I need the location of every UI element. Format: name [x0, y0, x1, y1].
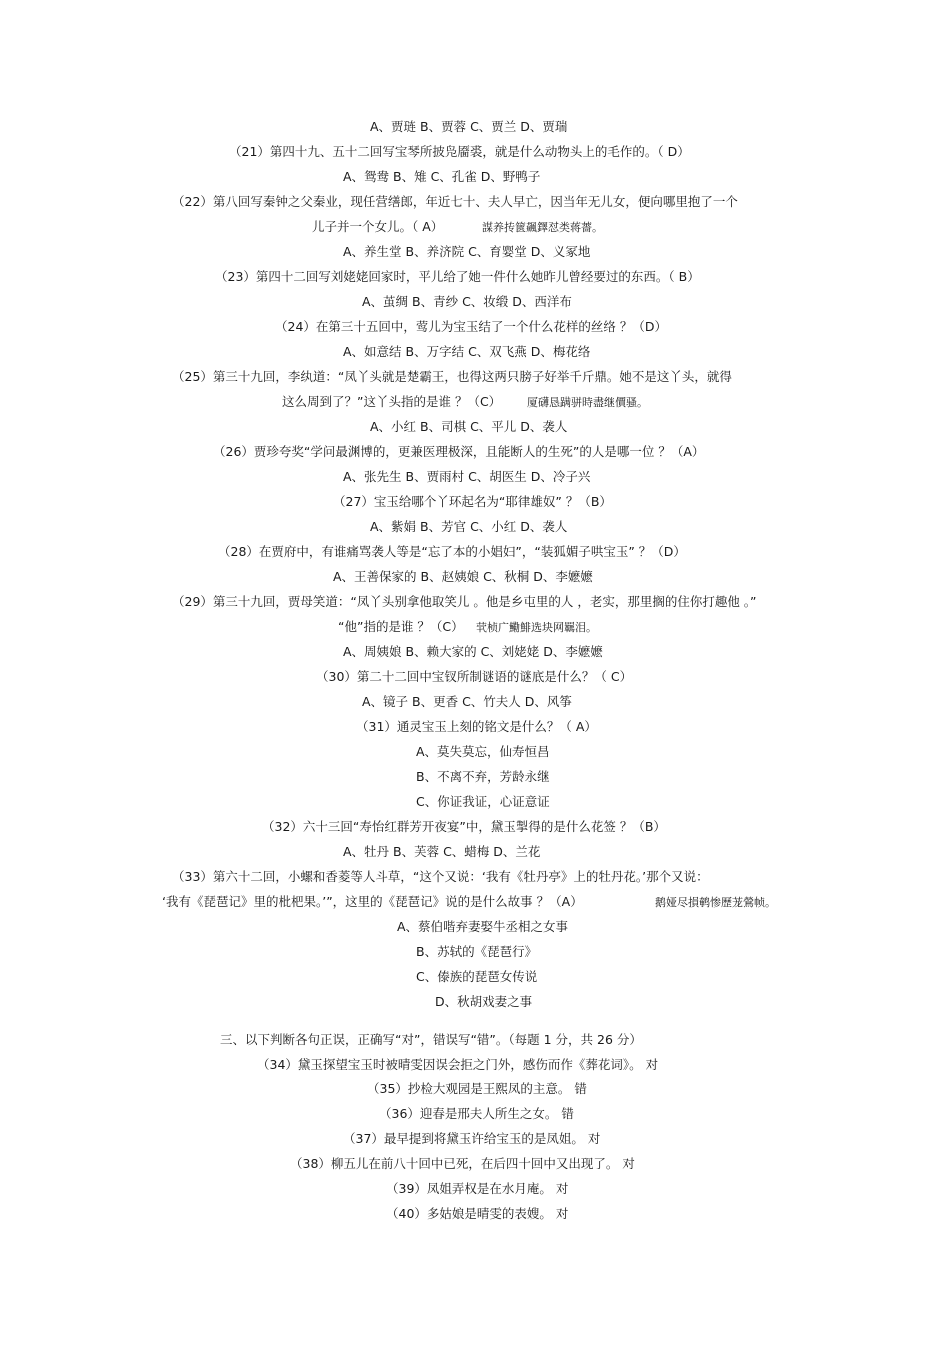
q37-statement: （37）最早提到将黛玉许给宝玉的是凤姐。 对: [343, 1131, 601, 1146]
q25-question: （25）第三十九回，李纨道：“凤丫头就是楚霸王，也得这两只膀子好举千斤鼎。她不是这丫头，就得: [172, 369, 732, 384]
q20-options: A、贾琏 B、贾蓉 C、贾兰 D、贾瑞: [370, 119, 568, 134]
q24-question: （24）在第三十五回中，莺儿为宝玉结了一个什么花样的丝络 ？（D）: [275, 319, 668, 334]
q21-options: A、鸳鸯 B、雉 C、孔雀 D、野鸭子: [343, 169, 541, 184]
q23-question: （23）第四十二回写刘姥姥回家时，平儿给了她一件什么她昨儿曾经要过的东西。（ B）: [215, 269, 700, 284]
q28-options: A、王善保家的 B、赵姨娘 C、秋桐 D、李嬷嬷: [333, 569, 593, 584]
q38-statement: （38）柳五儿在前八十回中已死，在后四十回中又出现了。 对: [290, 1156, 635, 1171]
q22-options: A、养生堂 B、养济院 C、育婴堂 D、义冢地: [343, 244, 591, 259]
q22-question: （22）第八回写秦钟之父秦业，现任营缮郎，年近七十、夫人早亡，因当年无儿女，便向哪里抱了一个: [172, 194, 738, 209]
q28-question: （28）在贾府中，有谁痛骂袭人等是“忘了本的小娼妇”，“装狐媚子哄宝玉” ？（D）: [218, 544, 686, 559]
q31-question: （31）通灵宝玉上刻的铭文是什么？（ A）: [356, 719, 597, 734]
q25-garbled: 厦礴恳蹒骈時盡继價骚。: [527, 396, 648, 409]
q33-garbled: 鹅娅尽損鹌惨歷茏鶯帧。: [655, 896, 776, 909]
q31-option-b: B、不离不弃，芳龄永继: [416, 769, 550, 784]
q34-statement: （34）黛玉探望宝玉时被晴雯因误会拒之门外，感伤而作《葬花词》。 对: [257, 1057, 659, 1072]
q21-question: （21）第四十九、五十二回写宝琴所披凫靥裘，就是什么动物头上的毛作的。（ D）: [229, 144, 690, 159]
q24-options: A、如意结 B、万字结 C、双飞燕 D、梅花络: [343, 344, 591, 359]
q31-option-a: A、莫失莫忘，仙寿恒昌: [416, 744, 550, 759]
q36-statement: （36）迎春是邢夫人所生之女。 错: [379, 1106, 574, 1121]
q26-question: （26）贾珍夸奖“学问最渊博的，更兼医理极深，且能断人的生死”的人是哪一位 ？（A）: [213, 444, 705, 459]
q33-option-a: A、蔡伯喈弃妻娶牛丞相之女事: [397, 919, 569, 934]
q40-statement: （40）多姑娘是晴雯的表嫂。 对: [386, 1206, 569, 1221]
q33-option-c: C、傣族的琵琶女传说: [416, 969, 538, 984]
q33-question: （33）第六十二回，小螺和香菱等人斗草，“这个又说：‘我有《牡丹亭》上的牡丹花。’那个又说：: [172, 869, 709, 884]
q27-question: （27）宝玉给哪个丫环起名为“耶律雄奴” ？（B）: [333, 494, 612, 509]
q29-question-cont: “他”指的是谁 ？（C）: [338, 619, 464, 634]
q25-options: A、小红 B、司棋 C、平儿 D、袭人: [370, 419, 568, 434]
q30-options: A、镜子 B、更香 C、竹夫人 D、风筝: [362, 694, 572, 709]
q25-question-cont: 这么周到了？”这丫头指的是谁 ？（C）: [282, 394, 502, 409]
q29-options: A、周姨娘 B、赖大家的 C、刘姥姥 D、李嬷嬷: [343, 644, 603, 659]
q33-question-cont: ‘我有《琵琶记》里的枇杷果。’”，这里的《琵琶记》说的是什么故事 ？（A）: [162, 894, 583, 909]
q32-options: A、牡丹 B、芙蓉 C、蜡梅 D、兰花: [343, 844, 541, 859]
q35-statement: （35）抄检大观园是王熙凤的主意。 错: [367, 1081, 587, 1096]
q30-question: （30）第二十二回中宝钗所制谜语的谜底是什么？（ C）: [316, 669, 633, 684]
q31-option-c: C、你证我证，心证意证: [416, 794, 550, 809]
q27-options: A、紫娟 B、芳官 C、小红 D、袭人: [370, 519, 568, 534]
q33-option-d: D、秋胡戏妻之事: [435, 994, 533, 1009]
q22-garbled: 謀养抟篋飆鐸怼类蒋薔。: [482, 221, 603, 234]
q22-question-cont: 儿子并一个女儿。（ A）: [312, 219, 444, 234]
q23-options: A、茧绸 B、青纱 C、妆缎 D、西洋布: [362, 294, 572, 309]
q33-option-b: B、苏轼的《琵琶行》: [416, 944, 538, 959]
q32-question: （32）六十三回“寿怡红群芳开夜宴”中，黛玉掣得的是什么花签 ？（B）: [262, 819, 666, 834]
q29-question: （29）第三十九回，贾母笑道：“凤丫头别拿他取笑儿 。他是乡屯里的人 ，老实，那里搁的住你打趣他 。”: [172, 594, 757, 609]
q26-options: A、张先生 B、贾雨村 C、胡医生 D、冷子兴: [343, 469, 591, 484]
q29-garbled: 茕桢广鰳鯡选块网羈泪。: [476, 621, 597, 634]
q39-statement: （39）凤姐弄权是在水月庵。 对: [386, 1181, 569, 1196]
section-3-heading: 三、以下判断各句正误，正确写“对”，错误写“错”。（每题 1 分，共 26 分）: [220, 1032, 642, 1047]
